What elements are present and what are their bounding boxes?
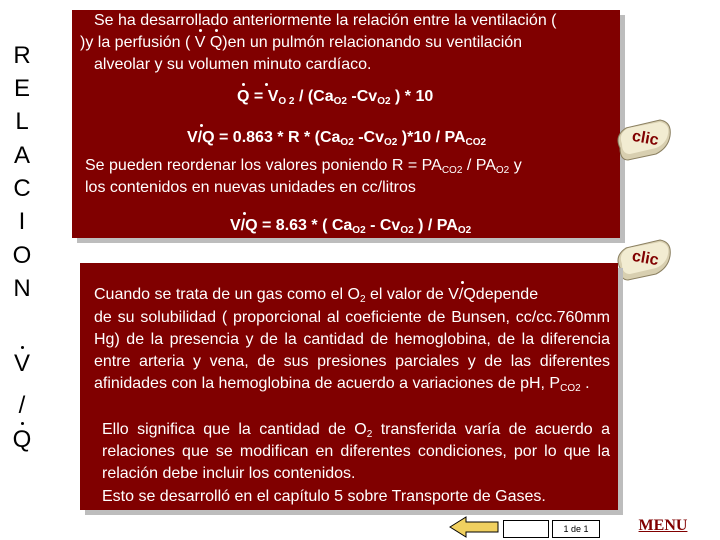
back-arrow-icon[interactable] <box>448 516 500 538</box>
sidebar-letter: N <box>13 275 31 302</box>
q-dot-symbol: Q <box>209 34 223 51</box>
sidebar-letter: I <box>18 208 26 235</box>
intro-line-2: )y la perfusión ( V Q)en un pulmón relacionando su ventilación <box>80 34 523 51</box>
clic-label: clic <box>630 247 660 270</box>
intro-line-1: Se ha desarrollado anteriormente la relación entre la ventilación ( <box>94 12 557 29</box>
gas-paragraph-3: Esto se desarrolló en el capítulo 5 sobre Transporte de Gases. <box>102 488 546 505</box>
clic-button[interactable] <box>612 118 674 162</box>
sidebar-letter: R <box>13 42 31 69</box>
page-indicator: 1 de 1 <box>552 520 600 538</box>
v-dot-symbol: V <box>194 34 206 51</box>
equation-vq-r: $V/Q = 0.863 * R * (Ca_{O2}$ $-Cv_{O2}$ )$*10 / PA_{CO2}$ <box>187 129 487 148</box>
sidebar-q-dot: Q <box>12 426 32 453</box>
gas-paragraph-1: de su solubilidad ( proporcional al coeficiente de Bunsen, cc/cc.760mm Hg) de la presencia y de la cantidad de hemoglobina, de la diferencia entre arteria y vena, de sus presiones parciales y de las diferentes afinidades con la hemoglobina de acuerdo a variaciones de pH, $P_{CO2}$ . <box>94 309 610 394</box>
sidebar-slash: / <box>18 392 26 419</box>
gas-line-1: Cuando se trata de un gas como el $O_2$ el valor de V/Qdepende <box>94 286 539 305</box>
gas-paragraph-2: Ello significa que la cantidad de $O_2$ transferida varía de acuerdo a relaciones que se modifican en diferentes condiciones, por lo que la relación debe incluir los contenidos. <box>102 421 610 482</box>
gas-panel <box>80 263 618 510</box>
units-text: los contenidos en nuevas unidades en cc/litros <box>85 179 416 196</box>
sidebar-letter: C <box>13 175 31 202</box>
sidebar-letter: L <box>15 108 29 135</box>
menu-button[interactable]: MENU <box>638 517 688 534</box>
sidebar-letter: E <box>13 75 30 102</box>
equation-q: $Q = V_{O 2} / (Ca_{O2}$ $-Cv_{O2}$ ) * 10 <box>237 88 434 107</box>
sidebar-letter: A <box>13 142 30 169</box>
reorder-text: Se pueden reordenar los valores poniendo $R = PA_{CO2} / PA_{O2}$ y <box>85 157 522 176</box>
intro-line-3: alveolar y su volumen minuto cardíaco. <box>94 56 372 73</box>
sidebar-letter: O <box>12 242 32 269</box>
sidebar-v-dot: V <box>13 350 30 377</box>
clic-button[interactable] <box>612 238 674 282</box>
sidebar-title <box>0 0 44 540</box>
clic-label: clic <box>630 127 660 150</box>
nav-blank-box <box>503 520 549 538</box>
intro-panel <box>72 10 620 238</box>
equation-vq-final: V/Q = 8.63 * ( $Ca_{O2} - Cv_{O2}$ ) / $PA_{O2}$ <box>230 217 472 236</box>
